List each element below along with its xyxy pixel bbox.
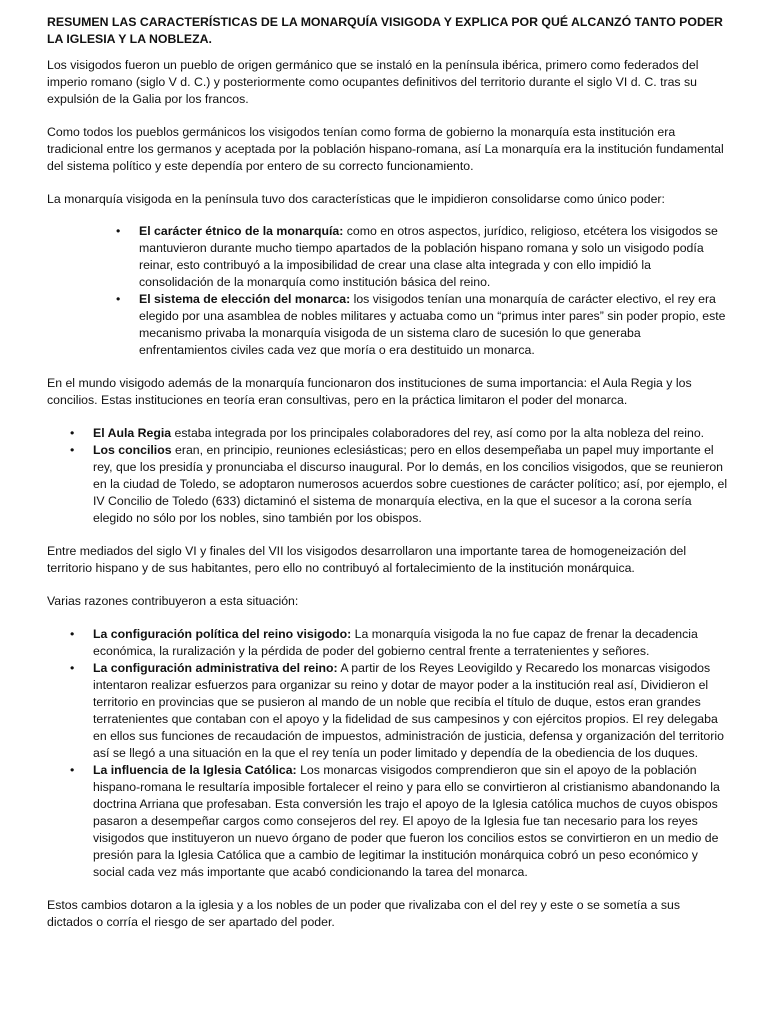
paragraph-reasons-intro: Varias razones contribuyeron a esta situación: <box>47 594 299 608</box>
list-item-text: estaba integrada por los principales colaboradores del rey, así como por la alta nobleza del reino. <box>171 426 705 440</box>
list-item-heading: El Aula Regia <box>93 426 172 440</box>
paragraph-conclusion: Estos cambios dotaron a la iglesia y a los nobles de un poder que rivalizaba con el del rey y este o se sometía a sus dictados o corría el riesgo de ser apartado del poder. <box>47 898 680 929</box>
bullet-icon: • <box>70 627 75 641</box>
list-item-text: La monarquía visigoda la no fue capaz de frenar la decadencia económica, la ruralización y la pérdida de poder del gobierno central frente a terratenientes y señores. <box>93 627 698 658</box>
bullet-icon: • <box>70 763 75 777</box>
list-item-text: como en otros aspectos, jurídico, religioso, etcétera los visigodos se mantuvieron durante mucho tiempo apartados de la población hispano romana y solo un visigodo podía reinar, esto contribuyó a la imposibilidad de crear una clase alta integrada y con ello impidió la consolidación de la monarquía como institución básica del reino. <box>139 224 718 289</box>
list-item-text: eran, en principio, reuniones eclesiásticas; pero en ellos desempeñaba un papel muy importante el rey, que los presidía y pronunciaba el discurso inaugural. Por lo demás, en los concilios visigodos, que se reunieron en la ciudad de Toledo, se adoptaron numerosos acuerdos sobre cuestiones de carácter político; así, por ejemplo, el IV Concilio de Toledo (633) dictaminó el sistema de monarquía electiva, en la que el sucesor a la corona sería elegido no sólo por los nobles, sino también por los obispos. <box>93 443 728 525</box>
list-item-text: Los monarcas visigodos comprendieron que sin el apoyo de la población hispano-romana le resultaría imposible fortalecer el reino y para ello se convirtieron al cristianismo abandonando la doctrina Arriana que profesaban. Esta conversión les trajo el apoyo de la Iglesia católica muchos de cuyos obispos pasaron a desempeñar cargos como consejeros del rey. El apoyo de la Iglesia fue tan necesario para los reyes visigodos que instituyeron un nuevo órgano de poder que fueron los concilios estos se convirtieron en un medio de presión para la Iglesia Católica que a cambio de legitimar la institución monárquica cobró un peso económico y social cada vez más importante que acabó condicionando la tarea del monarca. <box>93 763 720 879</box>
paragraph-institutions: En el mundo visigodo además de la monarquía funcionaron dos instituciones de suma importancia: el Aula Regia y los concilios. Estas instituciones en teoría eran consultivas, pero en la práctica limitaron el poder del monarca. <box>47 376 692 407</box>
list-item <box>70 660 728 762</box>
list-item-heading: La configuración política del reino visigodo: <box>93 627 352 641</box>
paragraph-monarchy: Como todos los pueblos germánicos los visigodos tenían como forma de gobierno la monarquía esta institución era tradicional entre los germanos y aceptada por la población hispano-romana, así La monarquía era la institución fundamental del sistema político y este dependía por entero de su correcto funcionamiento. <box>47 125 724 173</box>
list-item-heading: La configuración administrativa del reino: <box>93 661 338 675</box>
bullet-icon: • <box>116 224 121 238</box>
bullet-icon: • <box>70 661 75 675</box>
list-item <box>70 442 728 527</box>
bullet-icon: • <box>70 426 75 440</box>
list-item <box>70 425 728 442</box>
reasons-list <box>47 626 728 881</box>
list-item-heading: La influencia de la Iglesia Católica: <box>93 763 297 777</box>
list-item <box>70 762 728 881</box>
list-item-text: los visigodos tenían una monarquía de carácter electivo, el rey era elegido por una asamblea de nobles militares y actuaba como un “primus inter pares” sin poder propio, este mecanismo privaba la monarquía visigoda de un sistema claro de sucesión lo que generaba enfrentamientos civiles cada vez que moría o era destituido un monarca. <box>139 292 726 357</box>
list-item <box>116 291 728 359</box>
list-item-heading: El carácter étnico de la monarquía: <box>139 224 344 238</box>
list-item-heading: Los concilios <box>93 443 172 457</box>
list-item-heading: El sistema de elección del monarca: <box>139 292 351 306</box>
list-item <box>116 223 728 291</box>
list-item <box>70 626 728 660</box>
bullet-icon: • <box>70 443 75 457</box>
bullet-icon: • <box>116 292 121 306</box>
document-title: RESUMEN LAS CARACTERÍSTICAS DE LA MONARQUÍA VISIGODA Y EXPLICA POR QUÉ ALCANZÓ TANTO PODER LA IGLESIA Y LA NOBLEZA. <box>47 15 723 46</box>
institutions-list <box>47 425 728 527</box>
paragraph-homogenization: Entre mediados del siglo VI y finales del VII los visigodos desarrollaron una importante tarea de homogeneización del territorio hispano y de sus habitantes, pero ello no contribuyó al fortalecimiento de la institución monárquica. <box>47 544 687 575</box>
list-item-text: A partir de los Reyes Leovigildo y Recaredo los monarcas visigodos intentaron realizar esfuerzos para organizar su reino y dotar de mayor poder a la institución real así, Dividieron el territorio en provincias que se pusieron al mando de un noble que recibía el título de duque, estos eran grandes terratenientes que contaban con el apoyo y la fidelidad de sus campesinos y con ejércitos propios. El rey delegaba en ellos sus funciones de recaudación de impuestos, administración de justicia, defensa y organización del territorio así se llegó a una situación en la que el rey tenía un poder limitado y dependía de la obediencia de los duques. <box>93 661 724 760</box>
paragraph-characteristics-intro: La monarquía visigoda en la península tuvo dos características que le impidieron consolidarse como único poder: <box>47 192 665 206</box>
characteristics-list <box>47 223 728 359</box>
paragraph-intro: Los visigodos fueron un pueblo de origen germánico que se instaló en la península ibérica, primero como federados del imperio romano (siglo V d. C.) y posteriormente como ocupantes definitivos del territorio durante el siglo VI d. C. tras su expulsión de la Galia por los francos. <box>47 58 699 106</box>
